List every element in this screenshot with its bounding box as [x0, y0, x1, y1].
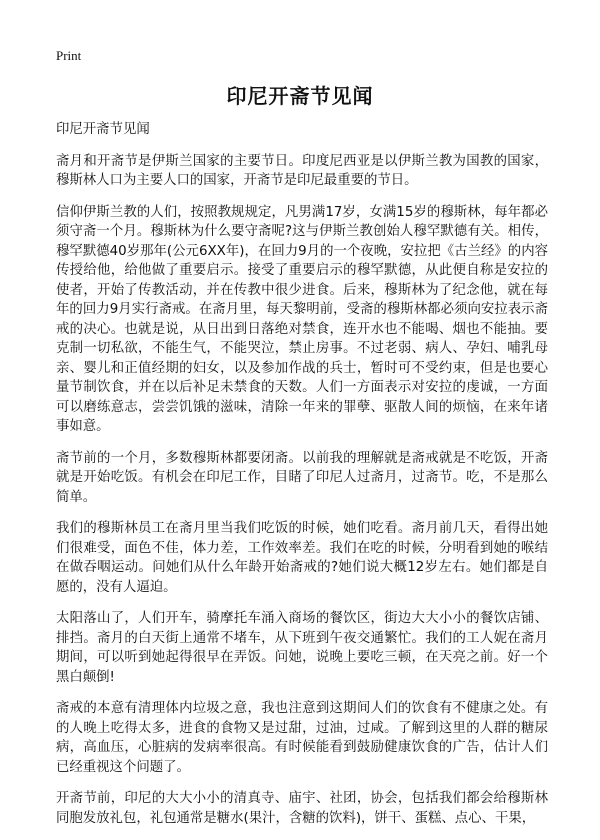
article-paragraph-4: 我们的穆斯林员工在斋月里当我们吃饭的时候，她们吃看。斋月前几天，看得出她们很难受，面色不佳，体力差，工作效率差。我们在吃的时候，分明看到她的喉结在做吞咽运动。问她们从什么年龄开始斋戒的?她们说大概12岁左右。她们都是自愿的，没有人逼迫。 — [56, 521, 548, 595]
article-subtitle: 印尼开斋节见闻 — [56, 122, 150, 137]
article-paragraph-6: 斋戒的本意有清理体内垃圾之意，我也注意到这期间人们的饮食有不健康之处。有的人晚上吃得太多，进食的食物又是过甜，过油，过咸。了解到这里的人群的糖尿病，高血压，心脏病的发病率很高。有时候能看到鼓励健康饮食的广告，估计人们已经重视这个问题了。 — [56, 701, 548, 775]
article-paragraph-7: 开斋节前，印尼的大大小小的清真寺、庙宇、社团，协会，包括我们都会给穆斯林同胞发放礼包，礼包通常是糖水(果汁，含糖的饮料)，饼干、蛋糕、点心、干果， — [56, 791, 548, 826]
article-paragraph-1: 斋月和开斋节是伊斯兰国家的主要节日。印度尼西亚是以伊斯兰教为国教的国家，穆斯林人口为主要人口的国家，开斋节是印尼最重要的节日。 — [56, 153, 548, 188]
article-paragraph-5: 太阳落山了，人们开车，骑摩托车涌入商场的餐饮区，街边大大小小的餐饮店铺、排挡。斋月的白天街上通常不堵车，从下班到午夜交通繁忙。我们的工人妮在斋月期间，可以听到她起得很早在弄饭。问她，说晚上要吃三顿，在天亮之前。好一个黑白颠倒! — [56, 611, 548, 685]
print-link[interactable]: Print — [56, 48, 82, 63]
article-body — [56, 120, 548, 840]
article-paragraph-2: 信仰伊斯兰教的人们，按照教规规定，凡男满17岁，女满15岁的穆斯林，每年都必须守斋一个月。穆斯林为什么要守斋呢?这与伊斯兰教创始人穆罕默德有关。相传，穆罕默德40岁那年(公元6XX年)，在回力9月的一个夜晚，安拉把《古兰经》的内容传授给他，给他做了重要启示。接受了重要启示的穆罕默德，从此便自称是安拉的使者，开始了传教活动，并在传教中很少进食。后来，穆斯林为了纪念他，就在每年的回力9月实行斋戒。在斋月里，每天黎明前，受斋的穆斯林都必须向安拉表示斋戒的决心。也就是说，从日出到日落绝对禁食，连开水也不能喝、烟也不能抽。要克制一切私欲，不能生气，不能哭泣，禁止房事。不过老弱、病人、孕妇、哺乳母亲、婴儿和正值经期的妇女，以及参加作战的兵士，暂时可不受约束，但是也要心量节制饮食，并在以后补足未禁食的天数。人们一方面表示对安拉的虔诚，一方面可以磨练意志，尝尝饥饿的滋味，清除一年来的罪孽、驱散人间的烦恼，在来年诸事如意。 — [56, 204, 548, 434]
page-title: 印尼开斋节见闻 — [226, 84, 374, 108]
article-paragraph-3: 斋节前的一个月，多数穆斯林都要闭斋。以前我的理解就是斋戒就是不吃饭，开斋就是开始吃饭。有机会在印尼工作，目睹了印尼人过斋月，过斋节。吃，不是那么简单。 — [56, 450, 548, 505]
